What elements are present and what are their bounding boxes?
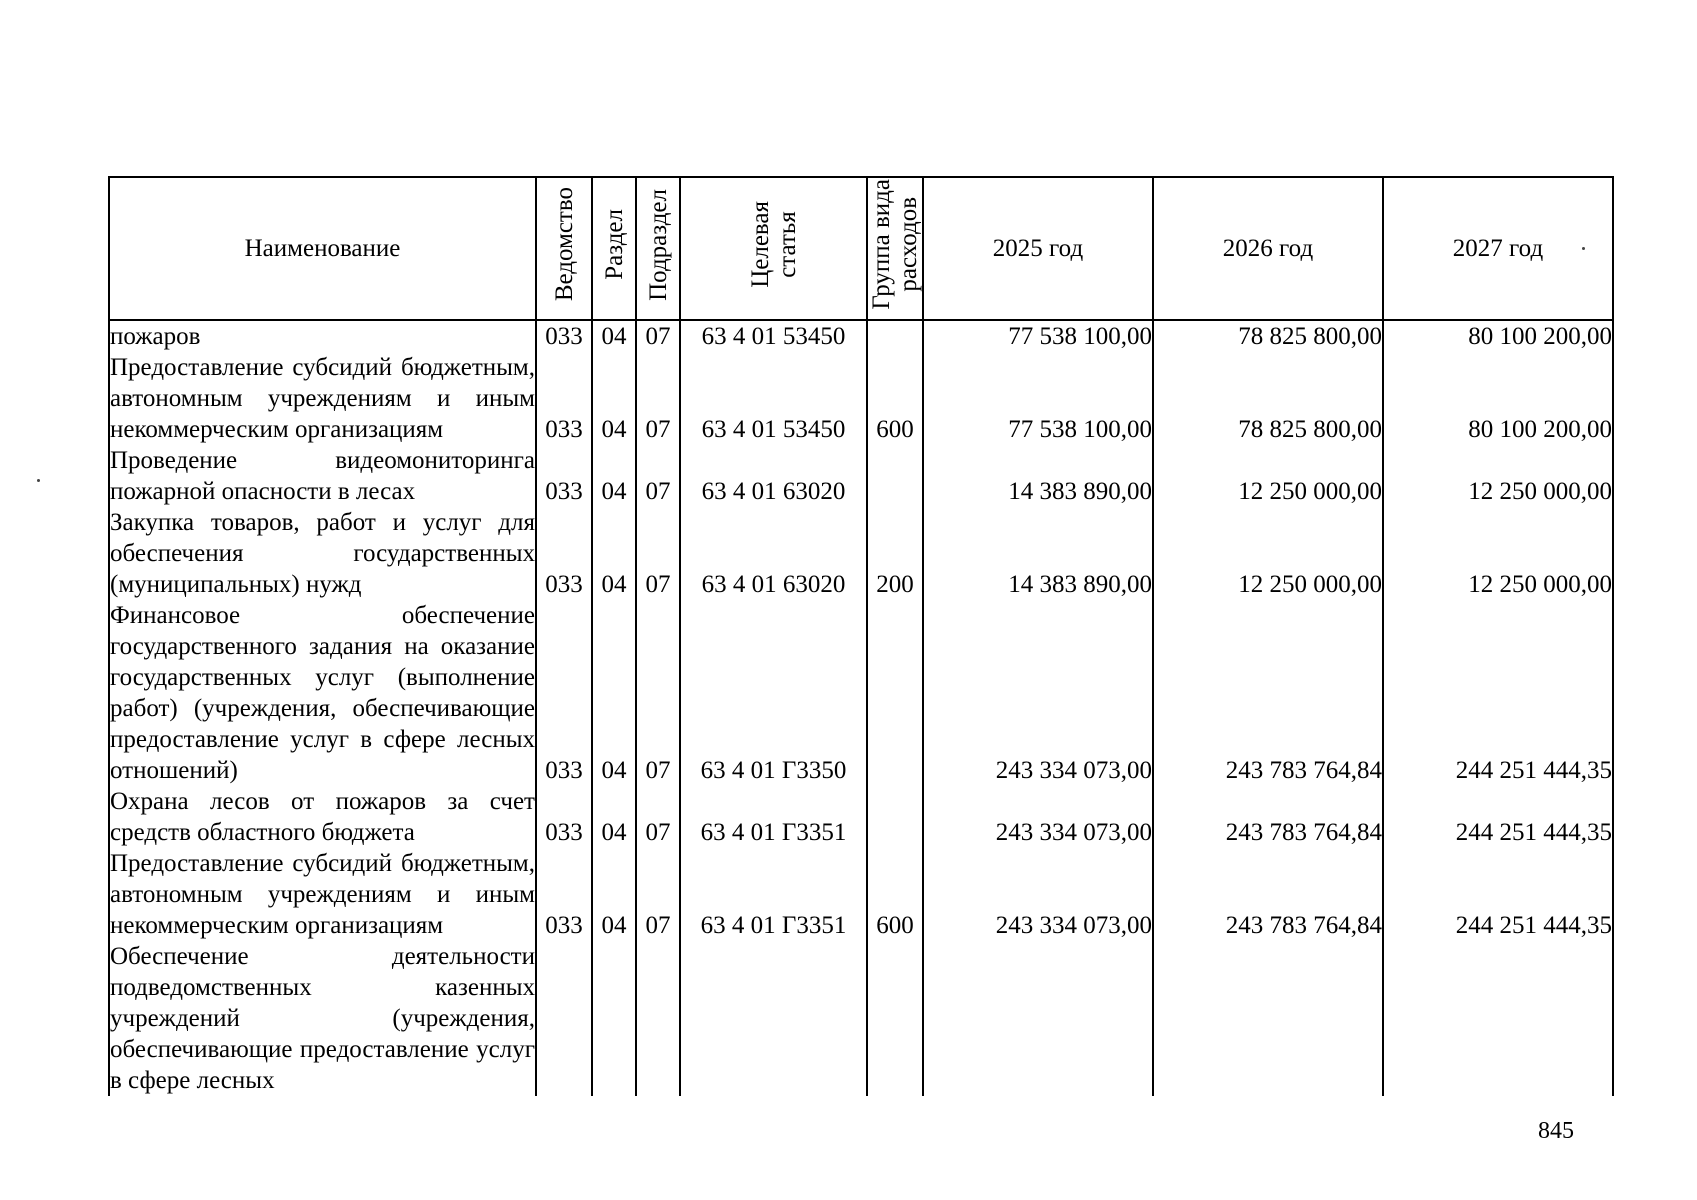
row-amount-2027: 12 250 000,00 [1383,445,1613,507]
row-subsection: 07 [636,507,680,600]
row-amount-2026: 243 783 764,84 [1153,786,1383,848]
row-amount-2027: 80 100 200,00 [1383,320,1613,352]
row-name: Финансовое обеспечение государственного задания на оказание государственных услуг (выполнение работ) (учреждения, обеспечивающие предоставление услуг в сфере лесных отношений) [110,602,535,784]
row-target [680,941,867,1096]
header-subsection [636,177,680,320]
row-target: 63 4 01 53450 [680,352,867,445]
header-group-text [868,179,922,310]
table-row [109,320,1613,352]
row-amount-2027: 80 100 200,00 [1383,352,1613,445]
row-section: 04 [592,600,636,786]
row-subsection: 07 [636,352,680,445]
row-group [867,786,923,848]
row-amount-2027: 244 251 444,35 [1383,848,1613,941]
row-subsection [636,941,680,1096]
header-year-2027 [1383,177,1613,320]
scan-speck [37,479,40,482]
row-target: 63 4 01 53450 [680,320,867,352]
row-amount-2025: 77 538 100,00 [923,352,1153,445]
row-amount-2027 [1383,941,1613,1096]
row-department: 033 [536,507,592,600]
budget-table [108,176,1614,1096]
header-target [680,177,867,320]
header-department-text: Ведомство [550,187,578,302]
row-section: 04 [592,320,636,352]
table-row [109,352,1613,445]
row-target: 63 4 01 63020 [680,507,867,600]
row-amount-2026: 243 783 764,84 [1153,600,1383,786]
row-name: Обеспечение деятельности подведомственных казенных учреждений (учреждения, обеспечивающие предоставление услуг в сфере лесных [110,943,535,1094]
table-row [109,848,1613,941]
row-name: Охрана лесов от пожаров за счет средств областного бюджета [110,788,535,846]
row-amount-2026: 12 250 000,00 [1153,507,1383,600]
row-amount-2027: 244 251 444,35 [1383,600,1613,786]
header-year-2025-text: 2025 год [992,235,1084,262]
row-amount-2026: 12 250 000,00 [1153,445,1383,507]
header-year-2026 [1153,177,1383,320]
row-subsection: 07 [636,320,680,352]
row-name: Проведение видеомониторинга пожарной опасности в лесах [110,447,535,505]
header-name [109,177,536,320]
row-target: 63 4 01 Г3351 [680,848,867,941]
row-section: 04 [592,352,636,445]
row-amount-2025: 14 383 890,00 [923,445,1153,507]
row-amount-2025 [923,941,1153,1096]
table-row [109,507,1613,600]
row-group [867,445,923,507]
row-group: 600 [867,352,923,445]
row-name: Предоставление субсидий бюджетным, автономным учреждениям и иным некоммерческим организациям [110,354,535,443]
row-department: 033 [536,352,592,445]
row-department [536,941,592,1096]
row-department: 033 [536,445,592,507]
header-year-2025 [923,177,1153,320]
row-name: Закупка товаров, работ и услуг для обеспечения государственных (муниципальных) нужд [110,509,535,598]
header-group-line2: расходов [895,197,922,292]
row-section: 04 [592,445,636,507]
row-subsection: 07 [636,848,680,941]
row-subsection: 07 [636,445,680,507]
row-amount-2025: 243 334 073,00 [923,600,1153,786]
header-name-text: Наименование [244,235,401,262]
row-subsection: 07 [636,600,680,786]
row-department: 033 [536,600,592,786]
header-department [536,177,592,320]
row-name: Предоставление субсидий бюджетным, автономным учреждениям и иным некоммерческим организациям [110,850,535,939]
header-year-2026-text: 2026 год [1222,235,1314,262]
row-amount-2026: 78 825 800,00 [1153,320,1383,352]
row-section: 04 [592,507,636,600]
header-section [592,177,636,320]
table-row [109,600,1613,786]
row-group [867,320,923,352]
table-header-row [109,177,1613,320]
row-section: 04 [592,848,636,941]
row-amount-2025: 243 334 073,00 [923,848,1153,941]
row-target: 63 4 01 Г3350 [680,600,867,786]
row-amount-2026: 243 783 764,84 [1153,848,1383,941]
row-group: 200 [867,507,923,600]
header-year-2027-text: 2027 год [1452,235,1544,262]
header-target-line2: статья [773,211,801,278]
header-section-text: Раздел [600,209,628,280]
header-target-line1: Целевая [746,201,774,288]
table-row [109,941,1613,1096]
row-target: 63 4 01 63020 [680,445,867,507]
row-amount-2026: 78 825 800,00 [1153,352,1383,445]
row-subsection: 07 [636,786,680,848]
row-department: 033 [536,320,592,352]
header-subsection-text: Подраздел [644,188,672,301]
row-amount-2027: 244 251 444,35 [1383,786,1613,848]
header-group-line1: Группа вида [868,179,895,310]
table-row [109,445,1613,507]
header-target-text [747,201,801,288]
row-group [867,600,923,786]
row-amount-2025: 77 538 100,00 [923,320,1153,352]
header-group [867,177,923,320]
row-group [867,941,923,1096]
table-row [109,786,1613,848]
row-amount-2025: 243 334 073,00 [923,786,1153,848]
row-section [592,941,636,1096]
row-section: 04 [592,786,636,848]
row-amount-2025: 14 383 890,00 [923,507,1153,600]
row-group: 600 [867,848,923,941]
row-target: 63 4 01 Г3351 [680,786,867,848]
row-department: 033 [536,786,592,848]
page-number: 845 [1538,1118,1574,1144]
row-amount-2027: 12 250 000,00 [1383,507,1613,600]
row-department: 033 [536,848,592,941]
row-amount-2026 [1153,941,1383,1096]
row-name: пожаров [109,320,536,352]
